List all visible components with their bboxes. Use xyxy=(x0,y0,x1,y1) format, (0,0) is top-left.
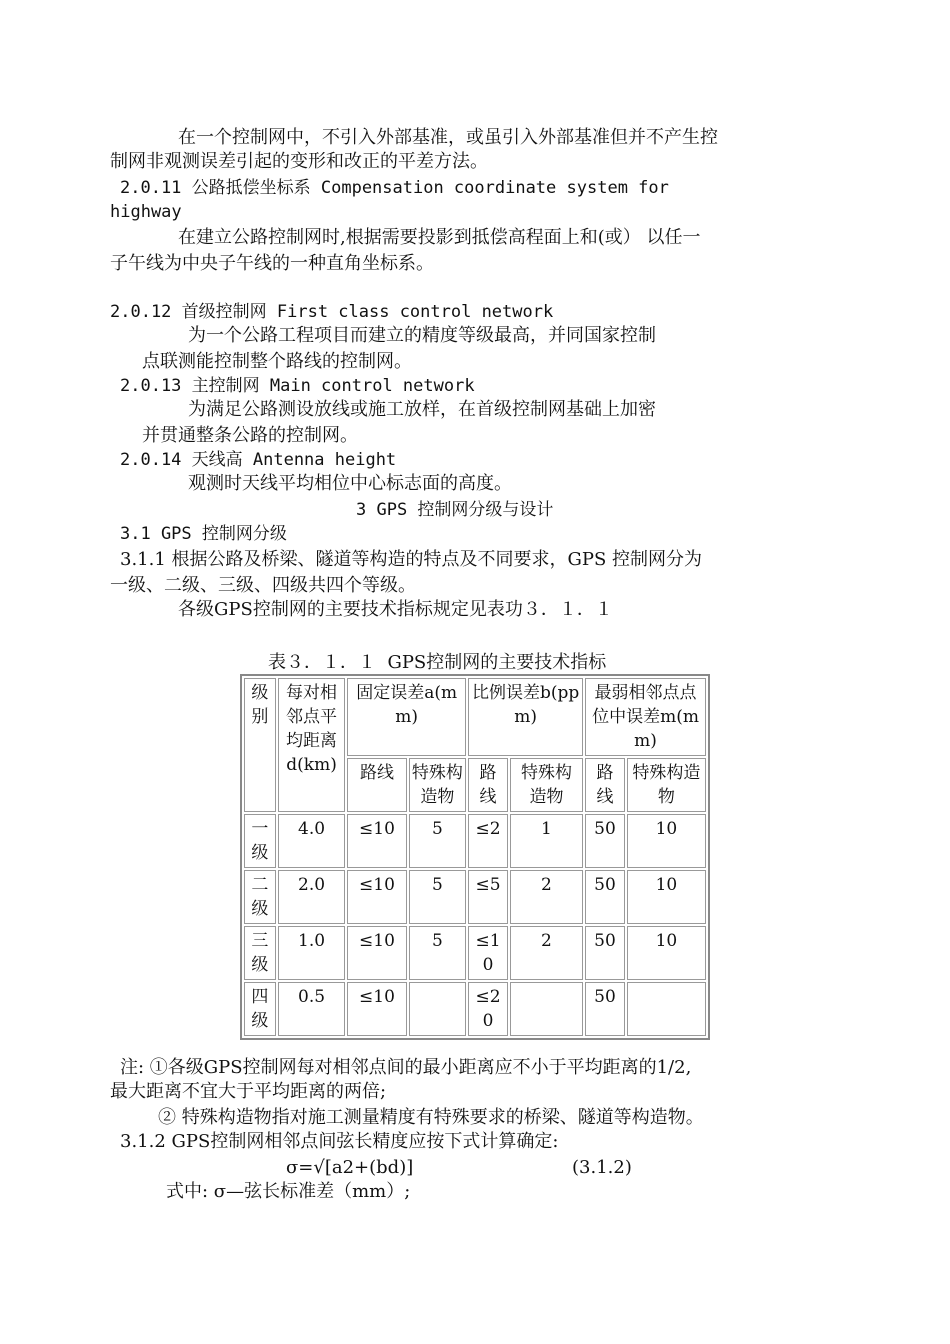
table-header-row xyxy=(244,678,706,756)
note-2: ② 特殊构造物指对施工测量精度有特殊要求的桥梁、隧道等构造物。 xyxy=(158,1107,704,1128)
paragraph-antenna-def: 观测时天线平均相位中心标志面的高度。 xyxy=(188,473,512,494)
header-grade: 级别 xyxy=(244,678,276,812)
paragraph-free-network-def: 在一个控制网中，不引入外部基准，或虽引入外部基准但并不产生控 xyxy=(178,127,718,148)
cell-grade: 三级 xyxy=(244,926,276,980)
table-row xyxy=(244,814,706,868)
header-fixed-error: 固定误差a(mm) xyxy=(347,678,466,756)
subheader-fixed-route: 路线 xyxy=(347,758,406,812)
paragraph-main-control-def-cont: 并贯通整条公路的控制网。 xyxy=(142,425,358,446)
header-weakest-point-error: 最弱相邻点点位中误差m(mm) xyxy=(585,678,706,756)
cell-fixed-special: 5 xyxy=(409,926,466,980)
paragraph-main-control-def: 为满足公路测设放线或施工放样，在首级控制网基础上加密 xyxy=(188,399,656,420)
cell-fixed-route: ≤10 xyxy=(347,982,406,1036)
cell-ratio-route: ≤5 xyxy=(468,870,508,924)
cell-fixed-special: 5 xyxy=(409,814,466,868)
note-1: 注: ①各级GPS控制网每对相邻点间的最小距离应不小于平均距离的1/2, xyxy=(120,1057,692,1078)
subheader-weakest-route: 路线 xyxy=(585,758,625,812)
cell-ratio-special: 2 xyxy=(510,926,583,980)
paragraph-compensation-def-cont: 子午线为中央子午线的一种直角坐标系。 xyxy=(110,253,434,274)
cell-ratio-route: ≤10 xyxy=(468,926,508,980)
chapter-3-title: 3 GPS 控制网分级与设计 xyxy=(356,500,554,520)
paragraph-first-class-def: 为一个公路工程项目而建立的精度等级最高，并同国家控制 xyxy=(188,325,656,346)
paragraph-3-1-1: 3.1.1 根据公路及桥梁、隧道等构造的特点及不同要求，GPS 控制网分为 xyxy=(120,549,703,570)
heading-2-0-11: 2.0.11 公路抵偿坐标系 Compensation coordinate system for xyxy=(120,178,669,198)
cell-distance: 2.0 xyxy=(278,870,345,924)
cell-weakest-special: 10 xyxy=(627,926,706,980)
cell-fixed-special xyxy=(409,982,466,1036)
formula-where: 式中: σ—弦长标准差（mm）; xyxy=(166,1181,411,1202)
cell-ratio-special: 1 xyxy=(510,814,583,868)
heading-2-0-11-cont: highway xyxy=(110,202,182,222)
cell-distance: 0.5 xyxy=(278,982,345,1036)
table-row xyxy=(244,870,706,924)
formula-number: (3.1.2) xyxy=(572,1157,632,1178)
subheader-ratio-special: 特殊构造物 xyxy=(510,758,583,812)
cell-grade: 二级 xyxy=(244,870,276,924)
section-3-1-title: 3.1 GPS 控制网分级 xyxy=(120,524,287,544)
cell-fixed-route: ≤10 xyxy=(347,814,406,868)
cell-distance: 1.0 xyxy=(278,926,345,980)
paragraph-first-class-def-cont: 点联测能控制整个路线的控制网。 xyxy=(142,351,412,372)
note-1-cont: 最大距离不宜大于平均距离的两倍; xyxy=(110,1081,387,1102)
cell-weakest-route: 50 xyxy=(585,814,625,868)
cell-ratio-route: ≤2 xyxy=(468,814,508,868)
paragraph-3-1-1-cont: 一级、二级、三级、四级共四个等级。 xyxy=(110,575,416,596)
table-title: 表３．１．１ GPS控制网的主要技术指标 xyxy=(268,652,607,673)
heading-2-0-12: 2.0.12 首级控制网 First class control network xyxy=(110,302,554,322)
cell-fixed-route: ≤10 xyxy=(347,870,406,924)
cell-weakest-special xyxy=(627,982,706,1036)
cell-weakest-special: 10 xyxy=(627,870,706,924)
cell-ratio-special: 2 xyxy=(510,870,583,924)
subheader-ratio-route: 路线 xyxy=(468,758,508,812)
heading-2-0-13: 2.0.13 主控制网 Main control network xyxy=(120,376,475,396)
subheader-weakest-special: 特殊构造物 xyxy=(627,758,706,812)
subheader-fixed-special: 特殊构造物 xyxy=(409,758,466,812)
table-row xyxy=(244,982,706,1036)
cell-ratio-special xyxy=(510,982,583,1036)
formula: σ=√[a2+(bd)] xyxy=(286,1157,414,1178)
heading-2-0-14: 2.0.14 天线高 Antenna height xyxy=(120,450,397,470)
header-avg-distance: 每对相邻点平均距离d(km) xyxy=(278,678,345,812)
gps-spec-table xyxy=(240,674,710,1040)
cell-ratio-route: ≤20 xyxy=(468,982,508,1036)
paragraph-3-1-2: 3.1.2 GPS控制网相邻点间弦长精度应按下式计算确定: xyxy=(120,1131,559,1152)
paragraph-table-ref: 各级GPS控制网的主要技术指标规定见表功３．１．１ xyxy=(178,599,613,620)
cell-fixed-special: 5 xyxy=(409,870,466,924)
paragraph-compensation-def: 在建立公路控制网时,根据需要投影到抵偿高程面上和(或） 以任一 xyxy=(178,227,701,248)
cell-weakest-special: 10 xyxy=(627,814,706,868)
cell-weakest-route: 50 xyxy=(585,926,625,980)
header-ratio-error: 比例误差b(ppm) xyxy=(468,678,583,756)
cell-weakest-route: 50 xyxy=(585,870,625,924)
paragraph-free-network-def-cont: 制网非观测误差引起的变形和改正的平差方法。 xyxy=(110,151,488,172)
cell-grade: 四级 xyxy=(244,982,276,1036)
cell-weakest-route: 50 xyxy=(585,982,625,1036)
cell-fixed-route: ≤10 xyxy=(347,926,406,980)
cell-grade: 一级 xyxy=(244,814,276,868)
cell-distance: 4.0 xyxy=(278,814,345,868)
table-row xyxy=(244,926,706,980)
